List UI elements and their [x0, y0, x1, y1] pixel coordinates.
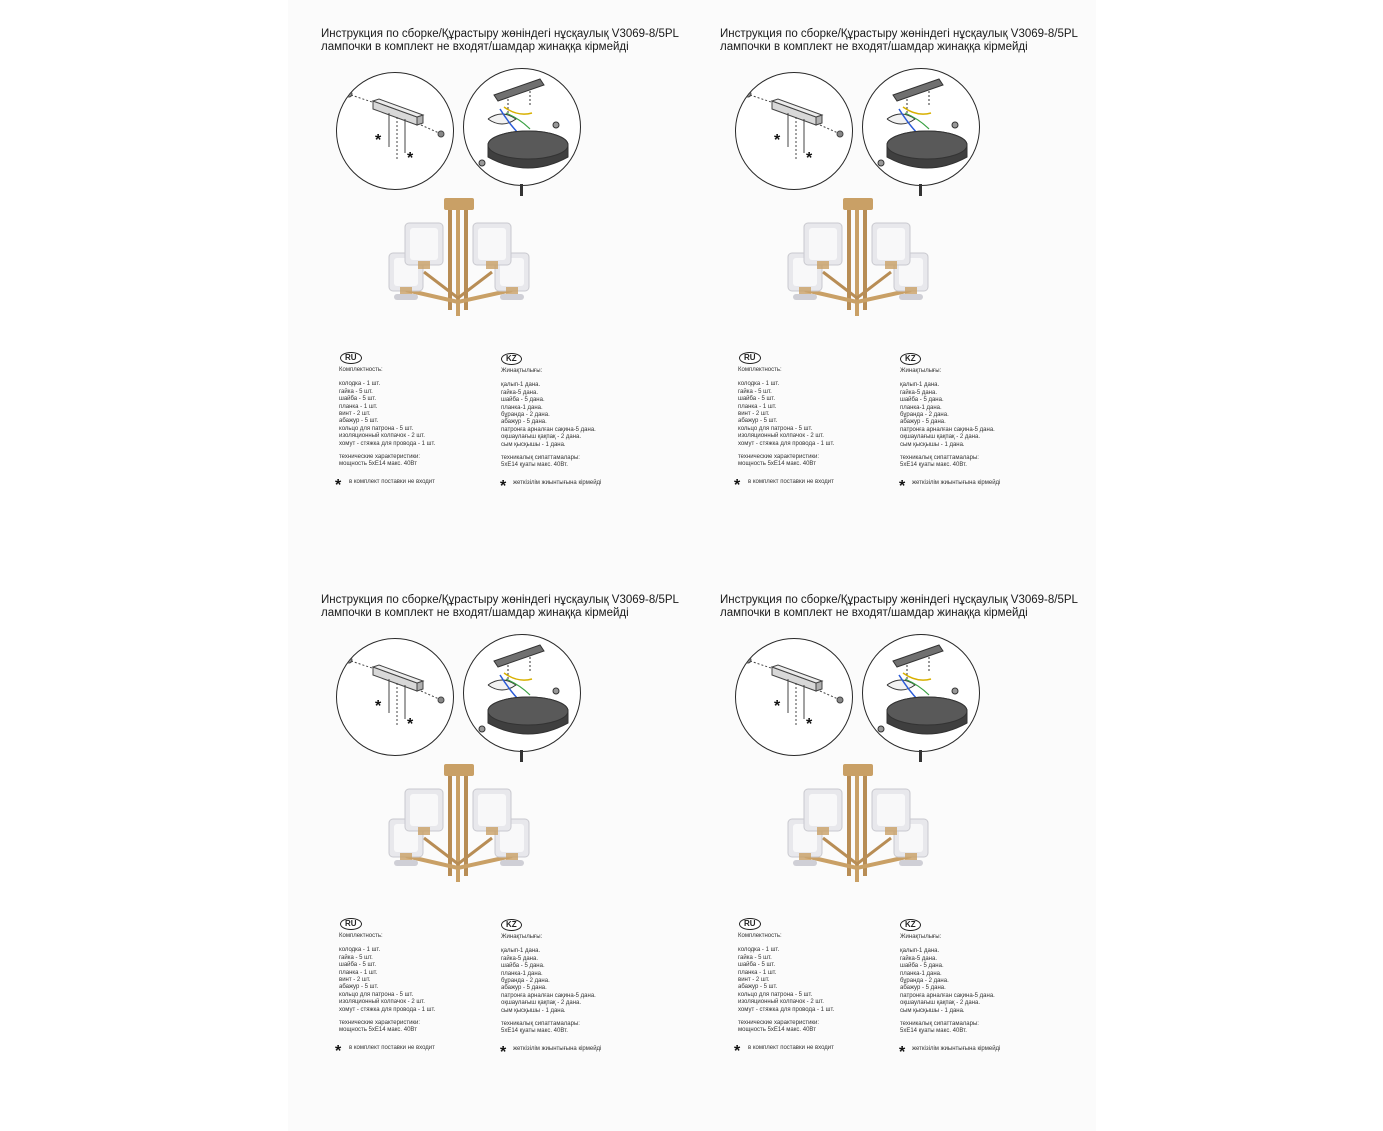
- spec-label: техникалық сипаттамалары:: [501, 455, 580, 462]
- list-item: шайба - 5 шт.: [738, 962, 776, 969]
- list-item: абажур - 5 дана.: [900, 419, 946, 426]
- title-line-1: Инструкция по сборке/Құрастыру жөніндегі нұсқаулық V3069-8/5PL: [720, 594, 1078, 606]
- kz-contents: [501, 368, 661, 470]
- asterisk-icon: *: [335, 477, 342, 494]
- ru-spec: [738, 1020, 888, 1035]
- canopy-stem: [520, 750, 523, 762]
- kz-footnote: жеткізілім жиынтығына кірмейді: [513, 480, 602, 486]
- ru-contents: [738, 367, 888, 469]
- panel-title: [720, 594, 1078, 620]
- spec-value: мощность 5хЕ14 макс. 40Вт: [738, 1027, 816, 1034]
- list-item: планка - 1 шт.: [339, 969, 378, 976]
- svg-text:*: *: [774, 698, 781, 715]
- list-item: винт - 2 шт.: [738, 411, 770, 418]
- list-item: планка - 1 шт.: [738, 969, 777, 976]
- list-item: изоляционный колпачок - 2 шт.: [738, 433, 824, 440]
- chandelier-illustration: [376, 198, 542, 328]
- list-item: изоляционный колпачок - 2 шт.: [738, 999, 824, 1006]
- spec-label: технические характеристики:: [339, 1020, 421, 1027]
- kz-contents: [900, 934, 1060, 1036]
- asterisk-icon: *: [335, 1043, 342, 1060]
- list-item: кольцо для патрона - 5 шт.: [339, 991, 414, 998]
- canopy-wiring-icon: [464, 69, 580, 185]
- list-item: абажур - 5 шт.: [339, 418, 379, 425]
- panel-title: [321, 28, 679, 54]
- ru-footnote: в комплект поставки не входит: [349, 1045, 435, 1051]
- ru-heading: Комплектность:: [738, 933, 782, 939]
- list-item: хомут - стяжка для провода - 1 шт.: [339, 1006, 436, 1013]
- kz-items: [501, 948, 661, 1015]
- wiring-canopy-diagram: [862, 634, 980, 752]
- list-item: шайба - 5 шт.: [339, 396, 377, 403]
- list-item: патронға арналған сақина-5 дана.: [501, 992, 596, 999]
- title-line-1: Инструкция по сборке/Құрастыру жөніндегі нұсқаулық V3069-8/5PL: [720, 28, 1078, 40]
- list-item: колодка - 1 шт.: [339, 947, 381, 954]
- list-item: гайка - 5 шт.: [339, 388, 373, 395]
- kz-heading: Жинақтылығы:: [501, 934, 543, 940]
- mounting-plate-diagram: [735, 638, 853, 756]
- list-item: гайка-5 дана.: [501, 955, 538, 962]
- list-item: оқшаулағыш қақпақ - 2 дана.: [900, 434, 981, 441]
- kz-spec: [900, 1021, 1060, 1036]
- list-item: кольцо для патрона - 5 шт.: [738, 425, 813, 432]
- spec-label: технические характеристики:: [738, 1020, 820, 1027]
- list-item: оқшаулағыш қақпақ - 2 дана.: [501, 1000, 582, 1007]
- list-item: патронға арналған сақина-5 дана.: [900, 992, 995, 999]
- kz-badge: KZ: [900, 353, 921, 365]
- ru-contents: [738, 933, 888, 1035]
- spec-value: 5хЕ14 қуаты макс. 40Вт.: [501, 462, 568, 469]
- mounting-plate-diagram: [336, 72, 454, 190]
- list-item: абажур - 5 дана.: [501, 985, 547, 992]
- ru-heading: Комплектность:: [738, 367, 782, 373]
- svg-text:*: *: [407, 150, 414, 167]
- spec-label: техникалық сипаттамалары:: [501, 1021, 580, 1028]
- ru-spec: [339, 1020, 489, 1035]
- list-item: патронға арналған сақина-5 дана.: [501, 426, 596, 433]
- list-item: колодка - 1 шт.: [339, 381, 381, 388]
- mounting-plate-diagram: [735, 72, 853, 190]
- list-item: хомут - стяжка для провода - 1 шт.: [339, 440, 436, 447]
- title-line-1: Инструкция по сборке/Құрастыру жөніндегі нұсқаулық V3069-8/5PL: [321, 594, 679, 606]
- list-item: планка - 1 шт.: [339, 403, 378, 410]
- title-line-2: лампочки в комплект не входят/шамдар жинаққа кірмейді: [321, 607, 629, 619]
- ru-spec: [738, 454, 888, 469]
- kz-badge: KZ: [501, 919, 522, 931]
- kz-items: [501, 382, 661, 449]
- spec-value: мощность 5хЕ14 макс. 40Вт: [339, 1027, 417, 1034]
- chandelier-icon: [775, 764, 941, 894]
- ru-items: [738, 381, 888, 448]
- ru-heading: Комплектность:: [339, 933, 383, 939]
- spec-label: техникалық сипаттамалары:: [900, 455, 979, 462]
- list-item: бұранда - 2 дана.: [900, 412, 949, 419]
- spec-value: 5хЕ14 қуаты макс. 40Вт.: [900, 1028, 967, 1035]
- list-item: кольцо для патрона - 5 шт.: [339, 425, 414, 432]
- asterisk-icon: *: [899, 478, 906, 495]
- list-item: колодка - 1 шт.: [738, 947, 780, 954]
- kz-badge: KZ: [501, 353, 522, 365]
- chandelier-illustration: [376, 764, 542, 894]
- instruction-panel: [288, 566, 688, 1126]
- asterisk-icon: *: [500, 1044, 507, 1061]
- panel-title: [720, 28, 1078, 54]
- instruction-panel: [288, 0, 688, 560]
- kz-heading: Жинақтылығы:: [900, 368, 942, 374]
- kz-items: [900, 382, 1060, 449]
- list-item: планка-1 дана.: [900, 404, 942, 411]
- kz-spec: [501, 1021, 661, 1036]
- list-item: шайба - 5 дана.: [501, 963, 545, 970]
- wiring-canopy-diagram: [862, 68, 980, 186]
- list-item: гайка-5 дана.: [900, 955, 937, 962]
- svg-text:*: *: [774, 132, 781, 149]
- ru-contents: [339, 367, 489, 469]
- chandelier-icon: [376, 764, 542, 894]
- list-item: бұранда - 2 дана.: [900, 978, 949, 985]
- kz-footnote: жеткізілім жиынтығына кірмейді: [912, 480, 1001, 486]
- list-item: гайка-5 дана.: [501, 389, 538, 396]
- kz-contents: [900, 368, 1060, 470]
- canopy-wiring-icon: [464, 635, 580, 751]
- list-item: сым қысқышы - 1 дана.: [900, 1007, 965, 1014]
- list-item: абажур - 5 дана.: [900, 985, 946, 992]
- mounting-plate-icon: [337, 73, 453, 189]
- list-item: планка-1 дана.: [501, 970, 543, 977]
- list-item: изоляционный колпачок - 2 шт.: [339, 433, 425, 440]
- list-item: хомут - стяжка для провода - 1 шт.: [738, 1006, 835, 1013]
- list-item: хомут - стяжка для провода - 1 шт.: [738, 440, 835, 447]
- instruction-panel: [687, 0, 1087, 560]
- kz-contents: [501, 934, 661, 1036]
- asterisk-icon: *: [734, 477, 741, 494]
- spec-label: техникалық сипаттамалары:: [900, 1021, 979, 1028]
- asterisk-icon: *: [734, 1043, 741, 1060]
- mounting-plate-diagram: [336, 638, 454, 756]
- list-item: кольцо для патрона - 5 шт.: [738, 991, 813, 998]
- ru-items: [339, 381, 489, 448]
- spec-value: 5хЕ14 қуаты макс. 40Вт.: [900, 462, 967, 469]
- chandelier-icon: [775, 198, 941, 328]
- kz-spec: [900, 455, 1060, 470]
- instruction-sheet: [288, 0, 1096, 1131]
- list-item: шайба - 5 шт.: [738, 396, 776, 403]
- ru-badge: RU: [340, 352, 362, 364]
- ru-badge: RU: [340, 918, 362, 930]
- ru-heading: Комплектность:: [339, 367, 383, 373]
- ru-footnote: в комплект поставки не входит: [748, 1045, 834, 1051]
- list-item: гайка - 5 шт.: [738, 954, 772, 961]
- ru-items: [339, 947, 489, 1014]
- svg-text:*: *: [407, 716, 414, 733]
- list-item: винт - 2 шт.: [738, 977, 770, 984]
- ru-items: [738, 947, 888, 1014]
- list-item: абажур - 5 шт.: [339, 984, 379, 991]
- svg-text:*: *: [806, 716, 813, 733]
- kz-footnote: жеткізілім жиынтығына кірмейді: [513, 1046, 602, 1052]
- list-item: бұранда - 2 дана.: [501, 978, 550, 985]
- canopy-stem: [919, 750, 922, 762]
- asterisk-icon: *: [899, 1044, 906, 1061]
- spec-value: 5хЕ14 қуаты макс. 40Вт.: [501, 1028, 568, 1035]
- list-item: шайба - 5 дана.: [900, 397, 944, 404]
- title-line-1: Инструкция по сборке/Құрастыру жөніндегі нұсқаулық V3069-8/5PL: [321, 28, 679, 40]
- kz-items: [900, 948, 1060, 1015]
- ru-spec: [339, 454, 489, 469]
- ru-footnote: в комплект поставки не входит: [748, 479, 834, 485]
- list-item: планка - 1 шт.: [738, 403, 777, 410]
- list-item: абажур - 5 шт.: [738, 984, 778, 991]
- list-item: колодка - 1 шт.: [738, 381, 780, 388]
- list-item: абажур - 5 шт.: [738, 418, 778, 425]
- list-item: планка-1 дана.: [900, 970, 942, 977]
- list-item: оқшаулағыш қақпақ - 2 дана.: [900, 1000, 981, 1007]
- title-line-2: лампочки в комплект не входят/шамдар жинаққа кірмейді: [321, 41, 629, 53]
- kz-badge: KZ: [900, 919, 921, 931]
- list-item: қалып-1 дана.: [501, 382, 541, 389]
- list-item: сым қысқышы - 1 дана.: [501, 441, 566, 448]
- kz-heading: Жинақтылығы:: [900, 934, 942, 940]
- canopy-stem: [919, 184, 922, 196]
- list-item: патронға арналған сақина-5 дана.: [900, 426, 995, 433]
- spec-value: мощность 5хЕ14 макс. 40Вт: [738, 461, 816, 468]
- spec-value: мощность 5хЕ14 макс. 40Вт: [339, 461, 417, 468]
- list-item: планка-1 дана.: [501, 404, 543, 411]
- list-item: изоляционный колпачок - 2 шт.: [339, 999, 425, 1006]
- list-item: винт - 2 шт.: [339, 411, 371, 418]
- title-line-2: лампочки в комплект не входят/шамдар жинаққа кірмейді: [720, 41, 1028, 53]
- wiring-canopy-diagram: [463, 634, 581, 752]
- chandelier-icon: [376, 198, 542, 328]
- kz-heading: Жинақтылығы:: [501, 368, 543, 374]
- ru-contents: [339, 933, 489, 1035]
- canopy-wiring-icon: [863, 69, 979, 185]
- kz-footnote: жеткізілім жиынтығына кірмейді: [912, 1046, 1001, 1052]
- list-item: қалып-1 дана.: [501, 948, 541, 955]
- svg-text:*: *: [375, 132, 382, 149]
- list-item: гайка - 5 шт.: [738, 388, 772, 395]
- list-item: оқшаулағыш қақпақ - 2 дана.: [501, 434, 582, 441]
- list-item: шайба - 5 дана.: [501, 397, 545, 404]
- svg-text:*: *: [806, 150, 813, 167]
- list-item: бұранда - 2 дана.: [501, 412, 550, 419]
- instruction-panel: [687, 566, 1087, 1126]
- list-item: гайка-5 дана.: [900, 389, 937, 396]
- panel-title: [321, 594, 679, 620]
- wiring-canopy-diagram: [463, 68, 581, 186]
- title-line-2: лампочки в комплект не входят/шамдар жинаққа кірмейді: [720, 607, 1028, 619]
- list-item: сым қысқышы - 1 дана.: [900, 441, 965, 448]
- list-item: винт - 2 шт.: [339, 977, 371, 984]
- list-item: гайка - 5 шт.: [339, 954, 373, 961]
- asterisk-icon: *: [500, 478, 507, 495]
- spec-label: технические характеристики:: [339, 454, 421, 461]
- list-item: қалып-1 дана.: [900, 948, 940, 955]
- kz-spec: [501, 455, 661, 470]
- spec-label: технические характеристики:: [738, 454, 820, 461]
- ru-footnote: в комплект поставки не входит: [349, 479, 435, 485]
- list-item: шайба - 5 шт.: [339, 962, 377, 969]
- mounting-plate-icon: [736, 639, 852, 755]
- mounting-plate-icon: [337, 639, 453, 755]
- list-item: абажур - 5 дана.: [501, 419, 547, 426]
- list-item: қалып-1 дана.: [900, 382, 940, 389]
- canopy-wiring-icon: [863, 635, 979, 751]
- list-item: шайба - 5 дана.: [900, 963, 944, 970]
- chandelier-illustration: [775, 764, 941, 894]
- mounting-plate-icon: [736, 73, 852, 189]
- ru-badge: RU: [739, 352, 761, 364]
- svg-text:*: *: [375, 698, 382, 715]
- list-item: сым қысқышы - 1 дана.: [501, 1007, 566, 1014]
- canopy-stem: [520, 184, 523, 196]
- chandelier-illustration: [775, 198, 941, 328]
- ru-badge: RU: [739, 918, 761, 930]
